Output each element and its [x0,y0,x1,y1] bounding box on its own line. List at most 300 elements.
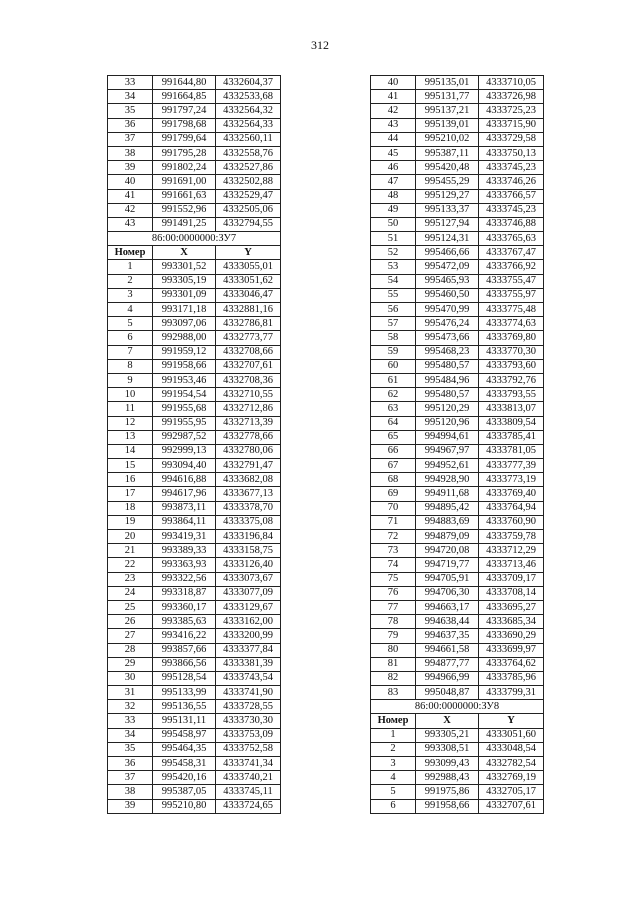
table-row [108,742,281,756]
y-coordinate: 4333793,55 [479,388,544,402]
y-coordinate: 4333158,75 [216,544,281,558]
table-row [108,217,281,231]
point-number: 42 [108,203,153,217]
x-coordinate: 991954,54 [153,388,216,402]
table-row [371,416,544,430]
y-coordinate: 4333809,54 [479,416,544,430]
x-coordinate: 993099,43 [416,757,479,771]
point-number: 15 [108,459,153,473]
y-coordinate: 4333728,55 [216,700,281,714]
table-row [108,303,281,317]
x-coordinate: 991953,46 [153,373,216,387]
y-coordinate: 4333129,67 [216,600,281,614]
point-number: 9 [108,373,153,387]
x-coordinate: 995139,01 [416,118,479,132]
point-number: 12 [108,416,153,430]
point-number: 7 [108,345,153,359]
y-coordinate: 4332786,81 [216,317,281,331]
table-row [108,430,281,444]
y-coordinate: 4332708,66 [216,345,281,359]
table-row [108,331,281,345]
point-number: 40 [108,175,153,189]
table-row [371,90,544,104]
x-coordinate: 992988,43 [416,771,479,785]
y-coordinate: 4333051,60 [479,728,544,742]
table-row [108,586,281,600]
point-number: 72 [371,530,416,544]
x-coordinate: 993094,40 [153,459,216,473]
x-coordinate: 994994,61 [416,430,479,444]
table-row [108,757,281,771]
point-number: 19 [108,515,153,529]
parcel-caption-row [371,700,544,714]
x-coordinate: 993301,09 [153,288,216,302]
table-row [108,146,281,160]
y-coordinate: 4333764,94 [479,501,544,515]
y-coordinate: 4333746,26 [479,175,544,189]
x-coordinate: 991975,86 [416,785,479,799]
x-coordinate: 994617,96 [153,487,216,501]
table-row [371,303,544,317]
point-number: 2 [108,274,153,288]
point-number: 53 [371,260,416,274]
y-coordinate: 4333126,40 [216,558,281,572]
x-coordinate: 995387,05 [153,785,216,799]
x-coordinate: 991795,28 [153,146,216,160]
x-coordinate: 995458,97 [153,728,216,742]
table-row [108,373,281,387]
x-coordinate: 995120,96 [416,416,479,430]
x-coordinate: 995476,24 [416,317,479,331]
table-row [371,430,544,444]
y-coordinate: 4333760,90 [479,515,544,529]
point-number: 50 [371,217,416,231]
table-row [108,799,281,813]
point-number: 11 [108,402,153,416]
table-row [371,771,544,785]
table-row [108,558,281,572]
table-row [371,785,544,799]
y-coordinate: 4333799,31 [479,686,544,700]
point-number: 52 [371,246,416,260]
x-coordinate: 994879,09 [416,530,479,544]
point-number: 60 [371,359,416,373]
x-coordinate: 992988,00 [153,331,216,345]
coordinates-table [107,75,281,814]
x-coordinate: 995464,35 [153,742,216,756]
x-coordinate: 994616,88 [153,473,216,487]
point-number: 57 [371,317,416,331]
point-number: 41 [371,90,416,104]
point-number: 36 [108,118,153,132]
y-coordinate: 4333377,84 [216,643,281,657]
x-coordinate: 991797,24 [153,104,216,118]
y-coordinate: 4333073,67 [216,572,281,586]
y-coordinate: 4333755,47 [479,274,544,288]
point-number: 68 [371,473,416,487]
y-coordinate: 4333682,08 [216,473,281,487]
y-coordinate: 4333690,29 [479,629,544,643]
point-number: 59 [371,345,416,359]
y-coordinate: 4332705,17 [479,785,544,799]
table-row [371,260,544,274]
y-coordinate: 4333695,27 [479,600,544,614]
x-coordinate: 995473,66 [416,331,479,345]
y-coordinate: 4332707,61 [479,799,544,813]
table-row [371,146,544,160]
point-number: 41 [108,189,153,203]
point-number: 46 [371,161,416,175]
x-coordinate: 995136,55 [153,700,216,714]
x-coordinate: 993416,22 [153,629,216,643]
y-coordinate: 4333773,19 [479,473,544,487]
x-coordinate: 994911,68 [416,487,479,501]
table-row [108,274,281,288]
table-row [371,686,544,700]
point-number: 2 [371,742,416,756]
point-number: 47 [371,175,416,189]
x-coordinate: 993385,63 [153,615,216,629]
table-row [371,246,544,260]
y-coordinate: 4333766,92 [479,260,544,274]
x-coordinate: 995468,23 [416,345,479,359]
x-coordinate: 994877,77 [416,657,479,671]
point-number: 54 [371,274,416,288]
point-number: 6 [371,799,416,813]
point-number: 31 [108,686,153,700]
point-number: 23 [108,572,153,586]
table-row [108,359,281,373]
table-row [108,473,281,487]
point-number: 75 [371,572,416,586]
x-coordinate: 991661,63 [153,189,216,203]
y-coordinate: 4333746,88 [479,217,544,231]
point-number: 3 [371,757,416,771]
y-coordinate: 4332773,77 [216,331,281,345]
x-coordinate: 991491,25 [153,217,216,231]
y-coordinate: 4333710,05 [479,76,544,90]
table-row [371,544,544,558]
x-coordinate: 994952,61 [416,459,479,473]
x-coordinate: 993318,87 [153,586,216,600]
y-coordinate: 4332604,37 [216,76,281,90]
x-coordinate: 992987,52 [153,430,216,444]
y-coordinate: 4333813,07 [479,402,544,416]
x-coordinate: 993360,17 [153,600,216,614]
x-coordinate: 995127,94 [416,217,479,231]
x-coordinate: 994706,30 [416,586,479,600]
y-coordinate: 4333767,47 [479,246,544,260]
table-row [371,217,544,231]
x-coordinate: 994705,91 [416,572,479,586]
table-row [371,643,544,657]
x-coordinate: 994719,77 [416,558,479,572]
table-row [371,402,544,416]
table-header-row [371,714,544,728]
table-row [108,459,281,473]
table-row [371,572,544,586]
x-coordinate: 991802,24 [153,161,216,175]
point-number: 43 [108,217,153,231]
y-coordinate: 4333745,23 [479,203,544,217]
point-number: 13 [108,430,153,444]
y-coordinate: 4333730,30 [216,714,281,728]
y-coordinate: 4333726,98 [479,90,544,104]
table-row [108,657,281,671]
coordinates-table [370,75,544,814]
point-number: 73 [371,544,416,558]
x-coordinate: 995480,57 [416,388,479,402]
x-coordinate: 993308,51 [416,742,479,756]
y-coordinate: 4332782,54 [479,757,544,771]
point-number: 1 [371,728,416,742]
y-coordinate: 4332881,16 [216,303,281,317]
point-number: 21 [108,544,153,558]
x-coordinate: 995131,77 [416,90,479,104]
x-coordinate: 995128,54 [153,671,216,685]
point-number: 66 [371,444,416,458]
x-coordinate: 993389,33 [153,544,216,558]
x-coordinate: 995133,37 [416,203,479,217]
table-row [371,331,544,345]
table-row [108,260,281,274]
x-coordinate: 991955,95 [153,416,216,430]
x-coordinate: 995129,27 [416,189,479,203]
x-coordinate: 993097,06 [153,317,216,331]
table-row [108,572,281,586]
y-coordinate: 4333724,65 [216,799,281,813]
y-coordinate: 4333785,96 [479,671,544,685]
table-row [108,671,281,685]
table-row [108,515,281,529]
y-coordinate: 4333378,70 [216,501,281,515]
point-number: 76 [371,586,416,600]
table-row [371,373,544,387]
point-number: 48 [371,189,416,203]
y-coordinate: 4333750,13 [479,146,544,160]
point-number: 78 [371,615,416,629]
header-x: X [153,246,216,260]
x-coordinate: 991955,68 [153,402,216,416]
y-coordinate: 4332505,06 [216,203,281,217]
table-row [371,487,544,501]
x-coordinate: 995137,21 [416,104,479,118]
point-number: 58 [371,331,416,345]
y-coordinate: 4333766,57 [479,189,544,203]
point-number: 6 [108,331,153,345]
x-coordinate: 991691,00 [153,175,216,189]
y-coordinate: 4333162,00 [216,615,281,629]
x-coordinate: 995420,48 [416,161,479,175]
point-number: 70 [371,501,416,515]
x-coordinate: 991958,66 [153,359,216,373]
y-coordinate: 4333775,48 [479,303,544,317]
x-coordinate: 995135,01 [416,76,479,90]
point-number: 55 [371,288,416,302]
x-coordinate: 993864,11 [153,515,216,529]
point-number: 39 [108,161,153,175]
y-coordinate: 4332502,88 [216,175,281,189]
point-number: 36 [108,757,153,771]
y-coordinate: 4333765,63 [479,232,544,246]
table-row [371,203,544,217]
x-coordinate: 995460,50 [416,288,479,302]
x-coordinate: 994661,58 [416,643,479,657]
point-number: 71 [371,515,416,529]
y-coordinate: 4332713,39 [216,416,281,430]
point-number: 67 [371,459,416,473]
header-y: Y [479,714,544,728]
point-number: 1 [108,260,153,274]
table-row [108,600,281,614]
y-coordinate: 4332794,55 [216,217,281,231]
x-coordinate: 995048,87 [416,686,479,700]
table-row [108,104,281,118]
x-coordinate: 993857,66 [153,643,216,657]
y-coordinate: 4333741,90 [216,686,281,700]
table-row [371,799,544,813]
table-row [371,317,544,331]
x-coordinate: 995455,29 [416,175,479,189]
x-coordinate: 991799,64 [153,132,216,146]
table-row [371,459,544,473]
point-number: 65 [371,430,416,444]
y-coordinate: 4333051,62 [216,274,281,288]
table-row [108,76,281,90]
table-row [371,501,544,515]
table-row [371,388,544,402]
table-row [108,785,281,799]
point-number: 4 [108,303,153,317]
point-number: 61 [371,373,416,387]
table-row [371,132,544,146]
point-number: 14 [108,444,153,458]
x-coordinate: 994720,08 [416,544,479,558]
header-x: X [416,714,479,728]
table-row [108,615,281,629]
x-coordinate: 995210,80 [153,799,216,813]
x-coordinate: 993305,19 [153,274,216,288]
point-number: 35 [108,742,153,756]
x-coordinate: 995124,31 [416,232,479,246]
table-row [371,473,544,487]
x-coordinate: 995484,96 [416,373,479,387]
table-row [108,728,281,742]
table-row [371,530,544,544]
table-row [108,388,281,402]
table-row [371,600,544,614]
table-row [371,359,544,373]
point-number: 4 [371,771,416,785]
point-number: 35 [108,104,153,118]
y-coordinate: 4333048,54 [479,742,544,756]
y-coordinate: 4332564,33 [216,118,281,132]
point-number: 80 [371,643,416,657]
y-coordinate: 4332707,61 [216,359,281,373]
table-row [371,189,544,203]
table-row [108,161,281,175]
point-number: 81 [371,657,416,671]
table-row [108,189,281,203]
y-coordinate: 4333741,34 [216,757,281,771]
point-number: 22 [108,558,153,572]
table-row [108,175,281,189]
x-coordinate: 994928,90 [416,473,479,487]
table-row [108,501,281,515]
point-number: 24 [108,586,153,600]
x-coordinate: 993363,93 [153,558,216,572]
point-number: 63 [371,402,416,416]
x-coordinate: 995470,99 [416,303,479,317]
point-number: 79 [371,629,416,643]
y-coordinate: 4333708,14 [479,586,544,600]
x-coordinate: 993873,11 [153,501,216,515]
x-coordinate: 993419,31 [153,530,216,544]
point-number: 37 [108,771,153,785]
point-number: 74 [371,558,416,572]
point-number: 27 [108,629,153,643]
table-row [371,615,544,629]
point-number: 69 [371,487,416,501]
table-row [371,757,544,771]
y-coordinate: 4333792,76 [479,373,544,387]
table-row [371,118,544,132]
point-number: 34 [108,90,153,104]
point-number: 49 [371,203,416,217]
point-number: 17 [108,487,153,501]
table-row [108,444,281,458]
point-number: 10 [108,388,153,402]
x-coordinate: 995420,16 [153,771,216,785]
y-coordinate: 4333712,29 [479,544,544,558]
table-row [371,671,544,685]
header-y: Y [216,246,281,260]
x-coordinate: 994966,99 [416,671,479,685]
table-row [371,274,544,288]
point-number: 62 [371,388,416,402]
header-number: Номер [108,246,153,260]
y-coordinate: 4332769,19 [479,771,544,785]
point-number: 8 [108,359,153,373]
x-coordinate: 995133,99 [153,686,216,700]
table-row [108,132,281,146]
point-number: 29 [108,657,153,671]
y-coordinate: 4333785,41 [479,430,544,444]
y-coordinate: 4333764,62 [479,657,544,671]
point-number: 77 [371,600,416,614]
parcel-caption: 86:00:0000000:ЗУ8 [371,700,544,714]
x-coordinate: 994967,97 [416,444,479,458]
x-coordinate: 993305,21 [416,728,479,742]
y-coordinate: 4332710,55 [216,388,281,402]
x-coordinate: 995480,57 [416,359,479,373]
y-coordinate: 4333743,54 [216,671,281,685]
table-row [108,317,281,331]
x-coordinate: 995131,11 [153,714,216,728]
coordinates-table-left [107,75,281,814]
parcel-caption-row [108,232,281,246]
y-coordinate: 4333774,63 [479,317,544,331]
y-coordinate: 4333375,08 [216,515,281,529]
table-row [108,416,281,430]
y-coordinate: 4333745,11 [216,785,281,799]
point-number: 51 [371,232,416,246]
x-coordinate: 995465,93 [416,274,479,288]
point-number: 5 [108,317,153,331]
y-coordinate: 4333381,39 [216,657,281,671]
y-coordinate: 4332712,86 [216,402,281,416]
point-number: 26 [108,615,153,629]
